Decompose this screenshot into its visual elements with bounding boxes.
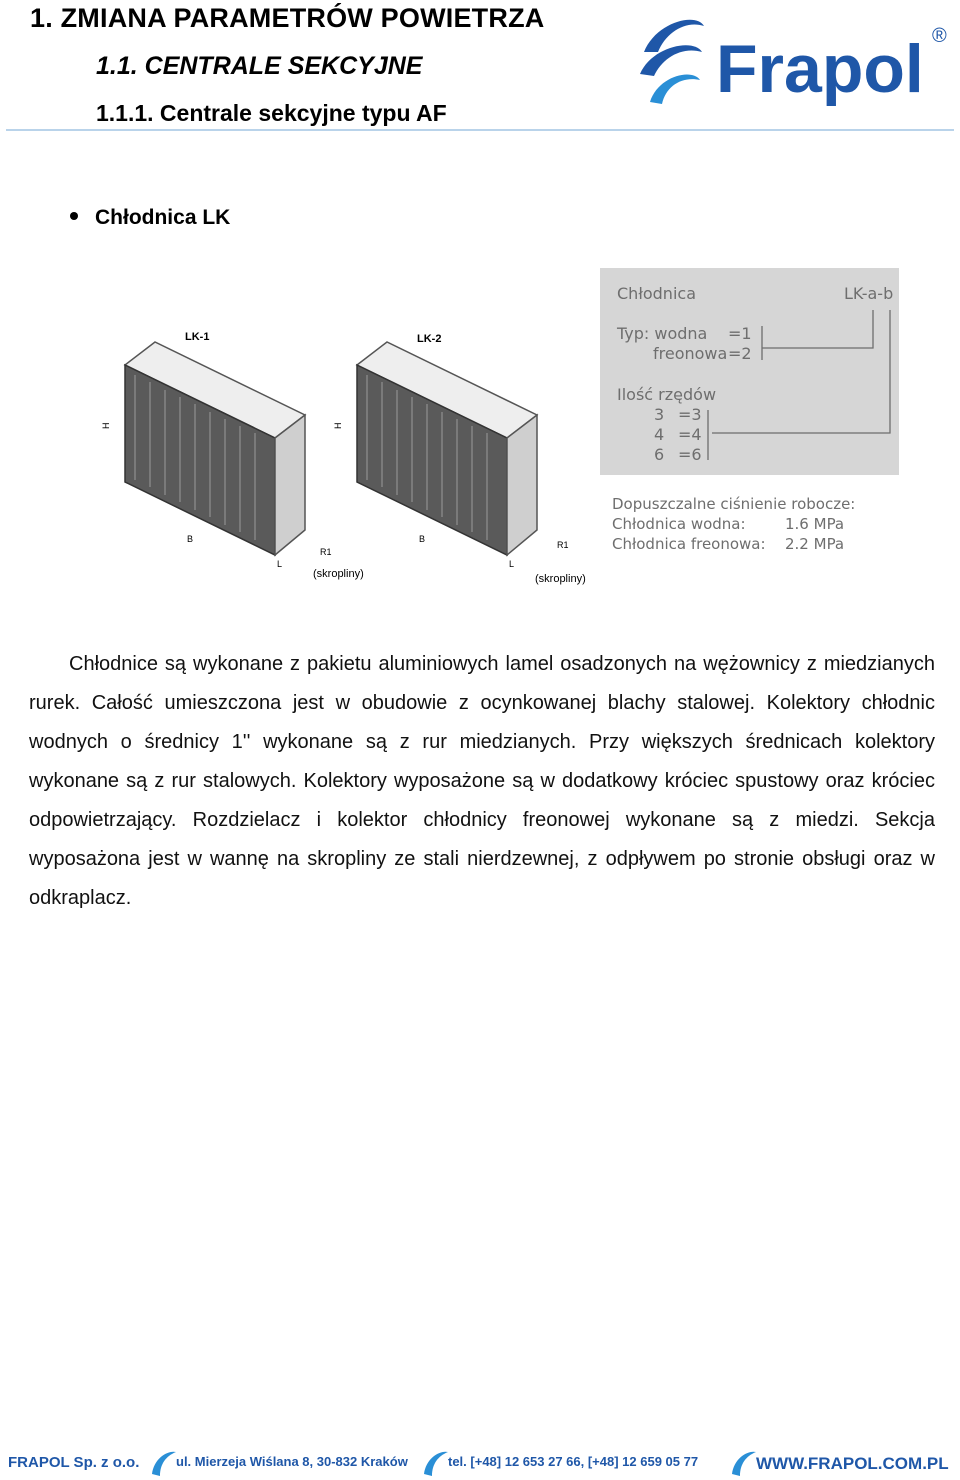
header-divider — [6, 129, 954, 131]
type-freon-label: freonowa — [653, 344, 728, 363]
pressure-water-label: Chłodnica wodna: — [612, 515, 746, 533]
dim-l-lk2: L — [509, 559, 515, 569]
box-title: Chłodnica — [617, 284, 696, 303]
row-value-4: =4 — [678, 425, 702, 444]
page-footer — [0, 1444, 960, 1480]
row-count-6: 6 — [654, 445, 665, 464]
description-text: Chłodnice są wykonane z pakietu aluminiowych lamel osadzonych na wężownicy z miedzianych rurek. Całość umieszczona jest w obudowie z ocynkowanej blachy stalowej. Kolektory chłodnic wodnych o średnicy 1'' wykonane są z rur miedzianych. Przy większych średnicach kolektory wykonane są z rur stalowych. Kolektory wyposażone są w dodatkowy króciec spustowy oraz króciec odpowietrzający. Rozdzielacz i kolektor chłodnicy freonowej wykonane są z miedzi. Sekcja wyposażona jest w wannę na skropliny ze stali nierdzewnej, z odpływem po stronie obsługi oraz w odkraplacz. — [29, 653, 935, 909]
footer-swirl-icon — [728, 1446, 758, 1478]
box-code: LK-a-b — [844, 284, 894, 303]
type-label: Typ: wodna — [617, 324, 708, 343]
dim-r1-lk2: R1 — [557, 540, 569, 550]
logo-wordmark: Frapol — [716, 31, 924, 107]
footer-swirl-icon — [148, 1446, 178, 1478]
dim-r1-lk1: R1 — [320, 547, 332, 557]
frapol-logo — [636, 12, 954, 112]
subsection-heading: 1.1.1. Centrale sekcyjne typu AF — [96, 100, 447, 126]
code-bracket-lines — [600, 268, 899, 475]
footer-company: FRAPOL Sp. z o.o. — [8, 1454, 140, 1471]
row-value-3: =3 — [678, 405, 702, 424]
chapter-heading: 1. ZMIANA PARAMETRÓW POWIETRZA — [30, 3, 545, 33]
pressure-row-water — [612, 514, 852, 534]
row-count-3: 3 — [654, 405, 665, 424]
type-water-value: =1 — [728, 324, 752, 343]
section-heading: 1.1. CENTRALE SEKCYJNE — [96, 52, 423, 80]
registered-mark: ® — [932, 25, 947, 47]
pressure-water-value: 1.6 MPa — [785, 515, 845, 533]
description-paragraph — [29, 645, 935, 918]
bullet-label: Chłodnica LK — [95, 206, 231, 229]
pressure-row-freon — [612, 534, 852, 554]
designation-key-box — [600, 268, 899, 475]
row-value-6: =6 — [678, 445, 702, 464]
frapol-swirl-icon — [640, 20, 704, 104]
pressure-freon-label: Chłodnica freonowa: — [612, 535, 766, 553]
footer-swirl-icon — [420, 1446, 450, 1478]
dim-l-lk1: L — [277, 559, 283, 569]
type-freon-value: =2 — [728, 344, 752, 363]
cooler-unit-lk1 — [101, 331, 364, 580]
dim-h-lk1: H — [101, 422, 111, 429]
dim-h-lk2: H — [333, 422, 343, 429]
dim-b-lk2: B — [419, 534, 426, 544]
unit-label-lk2: LK-2 — [417, 333, 442, 345]
pressure-title: Dopuszczalne ciśnienie robocze: — [612, 495, 856, 513]
bullet-item — [70, 206, 230, 230]
rows-label: Ilość rzędów — [617, 385, 717, 404]
unit-label-lk1: LK-1 — [185, 331, 210, 343]
cooler-drawings — [95, 320, 605, 590]
dim-b-lk1: B — [187, 534, 194, 544]
drain-label-lk1: (skropliny) — [313, 568, 364, 580]
pressure-freon-value: 2.2 MPa — [785, 535, 845, 553]
drain-label-lk2: (skropliny) — [535, 573, 586, 585]
footer-website[interactable]: WWW.FRAPOL.COM.PL — [756, 1454, 949, 1473]
cooler-unit-lk2 — [333, 333, 586, 585]
bullet-dot — [70, 212, 78, 220]
working-pressure-note — [612, 494, 855, 554]
row-count-4: 4 — [654, 425, 665, 444]
footer-address: ul. Mierzeja Wiślana 8, 30-832 Kraków — [176, 1454, 408, 1469]
footer-phone: tel. [+48] 12 653 27 66, [+48] 12 659 05 77 — [448, 1454, 699, 1469]
